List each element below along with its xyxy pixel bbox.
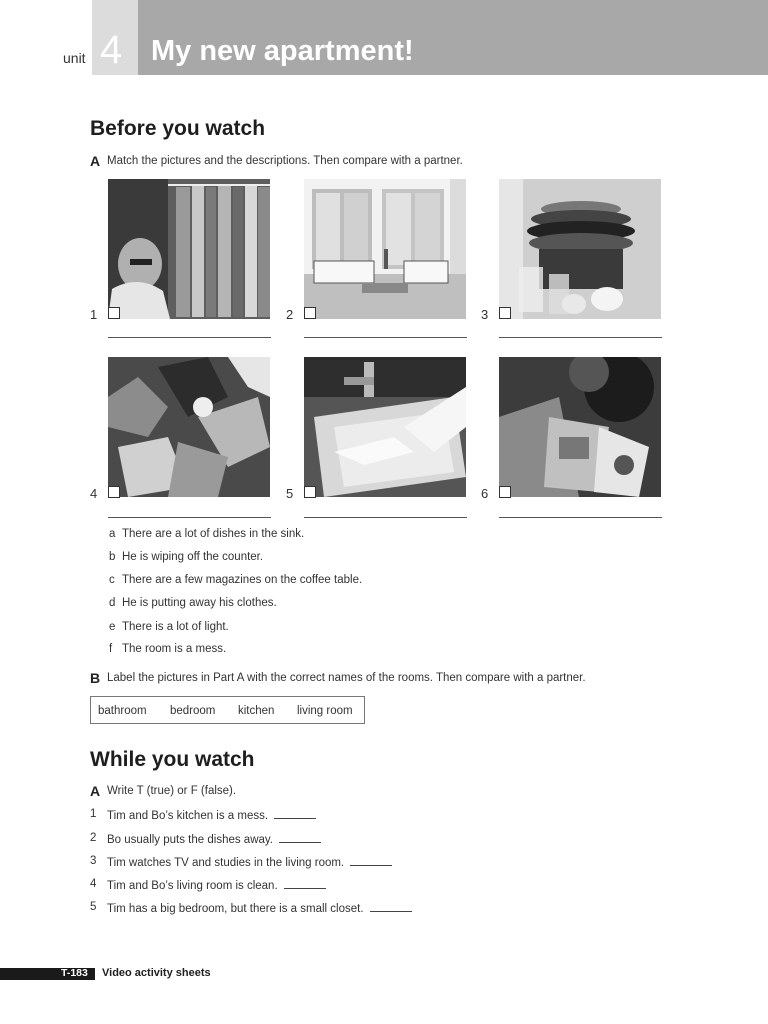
- unit-number: 4: [100, 28, 123, 72]
- description-letter: a: [109, 528, 116, 540]
- part-b-instruction: Label the pictures in Part A with the correct names of the rooms. Then compare with a partner.: [107, 672, 586, 684]
- photo-number-3: 3: [481, 307, 489, 322]
- statement-number: 3: [90, 855, 97, 867]
- statement-text: Tim and Bo’s kitchen is a mess.: [107, 810, 269, 822]
- answer-blank[interactable]: [284, 878, 326, 889]
- word-box: [90, 696, 365, 724]
- page-code: T-183: [61, 967, 88, 979]
- statement-number: 4: [90, 878, 97, 890]
- while-part-a-letter: A: [90, 783, 101, 799]
- description-text: There are a few magazines on the coffee table.: [122, 574, 363, 586]
- checkbox-1[interactable]: [108, 307, 120, 319]
- statement-row: [107, 901, 412, 915]
- photo-wiping-sink: [304, 357, 466, 497]
- answer-line-2[interactable]: [304, 337, 467, 338]
- answer-line-6[interactable]: [499, 517, 662, 518]
- statement-row: [107, 832, 321, 846]
- page-title: My new apartment!: [151, 35, 414, 67]
- description-text: He is wiping off the counter.: [122, 551, 264, 563]
- part-a-instruction: Match the pictures and the descriptions. Then compare with a partner.: [107, 155, 463, 167]
- footer-text: Video activity sheets: [102, 967, 211, 979]
- answer-blank[interactable]: [370, 901, 412, 912]
- description-letter: d: [109, 597, 116, 609]
- answer-line-1[interactable]: [108, 337, 271, 338]
- photo-magazines: [499, 357, 661, 497]
- description-text: There is a lot of light.: [122, 621, 229, 633]
- part-a-letter: A: [90, 153, 101, 169]
- statement-text: Tim has a big bedroom, but there is a small closet.: [107, 903, 364, 915]
- statement-row: [107, 855, 392, 869]
- photo-number-2: 2: [286, 307, 294, 322]
- description-letter: c: [109, 574, 115, 586]
- answer-line-4[interactable]: [108, 517, 271, 518]
- section-heading-while: While you watch: [90, 748, 255, 771]
- answer-line-5[interactable]: [304, 517, 467, 518]
- unit-label: unit: [63, 50, 86, 66]
- word-bedroom: bedroom: [170, 705, 216, 717]
- word-bathroom: bathroom: [98, 705, 147, 717]
- photo-messy-room: [108, 357, 270, 497]
- checkbox-2[interactable]: [304, 307, 316, 319]
- photo-number-4: 4: [90, 486, 98, 501]
- description-text: There are a lot of dishes in the sink.: [122, 528, 305, 540]
- statement-text: Tim watches TV and studies in the living room.: [107, 857, 345, 869]
- photo-dishes: [499, 179, 661, 319]
- statement-row: [107, 808, 316, 822]
- description-letter: e: [109, 621, 116, 633]
- statement-number: 1: [90, 808, 97, 820]
- photo-living-room: [304, 179, 466, 319]
- checkbox-3[interactable]: [499, 307, 511, 319]
- photo-number-5: 5: [286, 486, 294, 501]
- checkbox-5[interactable]: [304, 486, 316, 498]
- description-letter: f: [109, 643, 113, 655]
- description-text: The room is a mess.: [122, 643, 227, 655]
- photo-number-6: 6: [481, 486, 489, 501]
- statement-text: Bo usually puts the dishes away.: [107, 834, 273, 846]
- word-kitchen: kitchen: [238, 705, 275, 717]
- word-living-room: living room: [297, 705, 353, 717]
- statement-row: [107, 878, 326, 892]
- photo-number-1: 1: [90, 307, 98, 322]
- answer-blank[interactable]: [350, 855, 392, 866]
- checkbox-4[interactable]: [108, 486, 120, 498]
- description-text: He is putting away his clothes.: [122, 597, 277, 609]
- statement-number: 5: [90, 901, 97, 913]
- while-part-a-instruction: Write T (true) or F (false).: [107, 785, 237, 797]
- statement-text: Tim and Bo’s living room is clean.: [107, 880, 278, 892]
- statement-number: 2: [90, 832, 97, 844]
- description-letter: b: [109, 551, 116, 563]
- checkbox-6[interactable]: [499, 486, 511, 498]
- answer-blank[interactable]: [274, 808, 316, 819]
- answer-line-3[interactable]: [499, 337, 662, 338]
- answer-blank[interactable]: [279, 832, 321, 843]
- section-heading-before: Before you watch: [90, 117, 266, 140]
- photo-closet: [108, 179, 270, 319]
- part-b-letter: B: [90, 670, 101, 686]
